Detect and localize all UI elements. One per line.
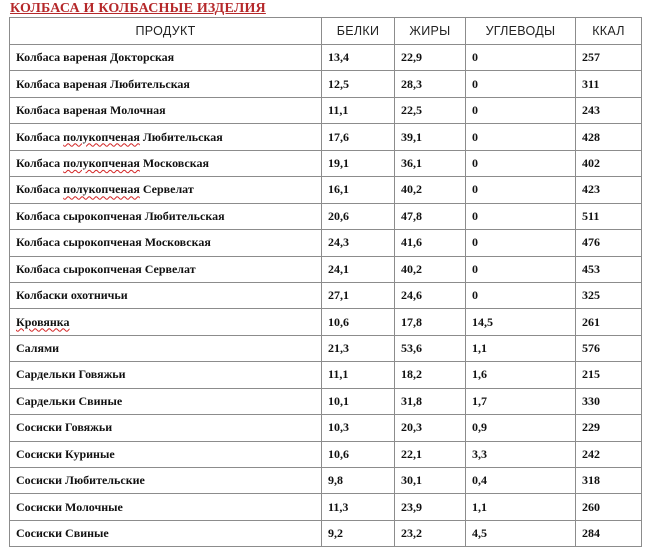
spellcheck-flagged-word: полукопченая xyxy=(63,182,140,197)
kcal-cell: 576 xyxy=(576,335,642,361)
kcal-cell: 318 xyxy=(576,468,642,494)
protein-cell: 10,6 xyxy=(322,441,395,467)
fat-cell: 40,2 xyxy=(395,177,466,203)
protein-cell: 11,3 xyxy=(322,494,395,520)
carbs-cell: 0 xyxy=(466,71,576,97)
fat-cell: 22,5 xyxy=(395,97,466,123)
product-name-cell: Колбаса вареная Докторская xyxy=(10,45,322,71)
product-name-part: Сервелат xyxy=(139,182,194,197)
table-row xyxy=(10,494,642,520)
protein-cell: 9,8 xyxy=(322,468,395,494)
carbs-cell: 1,1 xyxy=(466,335,576,361)
table-row xyxy=(10,230,642,256)
protein-cell: 10,1 xyxy=(322,388,395,414)
carbs-cell: 0 xyxy=(466,124,576,150)
column-header-product: ПРОДУКТ xyxy=(10,18,322,45)
product-name-cell: Колбаса сырокопченая Сервелат xyxy=(10,256,322,282)
carbs-cell: 1,6 xyxy=(466,362,576,388)
kcal-cell: 511 xyxy=(576,203,642,229)
carbs-cell: 0 xyxy=(466,177,576,203)
carbs-cell: 0 xyxy=(466,256,576,282)
carbs-cell: 1,1 xyxy=(466,494,576,520)
fat-cell: 47,8 xyxy=(395,203,466,229)
kcal-cell: 402 xyxy=(576,150,642,176)
kcal-cell: 476 xyxy=(576,230,642,256)
carbs-cell: 4,5 xyxy=(466,520,576,546)
protein-cell: 11,1 xyxy=(322,362,395,388)
carbs-cell: 0 xyxy=(466,150,576,176)
spellcheck-flagged-word: полукопченая xyxy=(63,155,140,170)
table-row xyxy=(10,282,642,308)
fat-cell: 22,9 xyxy=(395,45,466,71)
protein-cell: 24,1 xyxy=(322,256,395,282)
fat-cell: 53,6 xyxy=(395,335,466,361)
kcal-cell: 261 xyxy=(576,309,642,335)
table-row xyxy=(10,256,642,282)
fat-cell: 39,1 xyxy=(395,124,466,150)
product-name-part: Московская xyxy=(139,155,209,170)
fat-cell: 23,2 xyxy=(395,520,466,546)
table-row xyxy=(10,441,642,467)
column-header-protein: БЕЛКИ xyxy=(322,18,395,45)
product-name-part: Колбаса xyxy=(16,182,64,197)
product-name-part: Колбаса xyxy=(16,129,64,144)
fat-cell: 18,2 xyxy=(395,362,466,388)
table-row xyxy=(10,124,642,150)
product-name-cell xyxy=(10,309,322,335)
protein-cell: 24,3 xyxy=(322,230,395,256)
product-name-cell: Сосиски Говяжьи xyxy=(10,415,322,441)
fat-cell: 30,1 xyxy=(395,468,466,494)
column-header-carbs: УГЛЕВОДЫ xyxy=(466,18,576,45)
kcal-cell: 423 xyxy=(576,177,642,203)
product-name-cell xyxy=(10,150,322,176)
table-row xyxy=(10,415,642,441)
table-row xyxy=(10,309,642,335)
fat-cell: 20,3 xyxy=(395,415,466,441)
product-name-cell: Колбаса вареная Любительская xyxy=(10,71,322,97)
product-name-cell: Сосиски Куриные xyxy=(10,441,322,467)
carbs-cell: 0 xyxy=(466,97,576,123)
product-name-cell: Сосиски Свиные xyxy=(10,520,322,546)
table-header-row xyxy=(10,18,642,45)
table-row xyxy=(10,468,642,494)
table-row xyxy=(10,45,642,71)
product-name-cell: Колбаски охотничьи xyxy=(10,282,322,308)
protein-cell: 10,6 xyxy=(322,309,395,335)
fat-cell: 22,1 xyxy=(395,441,466,467)
kcal-cell: 311 xyxy=(576,71,642,97)
spellcheck-flagged-word: полукопченая xyxy=(63,129,140,144)
carbs-cell: 14,5 xyxy=(466,309,576,335)
product-name-part: Любительская xyxy=(139,129,223,144)
kcal-cell: 325 xyxy=(576,282,642,308)
fat-cell: 36,1 xyxy=(395,150,466,176)
protein-cell: 19,1 xyxy=(322,150,395,176)
kcal-cell: 243 xyxy=(576,97,642,123)
product-name-cell: Салями xyxy=(10,335,322,361)
product-name-cell: Колбаса сырокопченая Любительская xyxy=(10,203,322,229)
product-name-cell: Колбаса сырокопченая Московская xyxy=(10,230,322,256)
product-name-cell xyxy=(10,124,322,150)
fat-cell: 23,9 xyxy=(395,494,466,520)
protein-cell: 13,4 xyxy=(322,45,395,71)
table-row xyxy=(10,97,642,123)
kcal-cell: 260 xyxy=(576,494,642,520)
kcal-cell: 229 xyxy=(576,415,642,441)
carbs-cell: 1,7 xyxy=(466,388,576,414)
page-title: КОЛБАСА И КОЛБАСНЫЕ ИЗДЕЛИЯ xyxy=(10,1,266,16)
fat-cell: 40,2 xyxy=(395,256,466,282)
column-header-kcal: ККАЛ xyxy=(576,18,642,45)
fat-cell: 28,3 xyxy=(395,71,466,97)
carbs-cell: 0 xyxy=(466,282,576,308)
protein-cell: 9,2 xyxy=(322,520,395,546)
product-name-cell: Колбаса вареная Молочная xyxy=(10,97,322,123)
table-row xyxy=(10,520,642,546)
fat-cell: 31,8 xyxy=(395,388,466,414)
carbs-cell: 0 xyxy=(466,203,576,229)
kcal-cell: 215 xyxy=(576,362,642,388)
protein-cell: 20,6 xyxy=(322,203,395,229)
protein-cell: 11,1 xyxy=(322,97,395,123)
kcal-cell: 257 xyxy=(576,45,642,71)
protein-cell: 21,3 xyxy=(322,335,395,361)
kcal-cell: 453 xyxy=(576,256,642,282)
fat-cell: 17,8 xyxy=(395,309,466,335)
kcal-cell: 242 xyxy=(576,441,642,467)
table-row xyxy=(10,388,642,414)
table-row xyxy=(10,71,642,97)
table-row xyxy=(10,203,642,229)
kcal-cell: 330 xyxy=(576,388,642,414)
fat-cell: 41,6 xyxy=(395,230,466,256)
table-row xyxy=(10,177,642,203)
product-name-cell: Сардельки Говяжьи xyxy=(10,362,322,388)
protein-cell: 10,3 xyxy=(322,415,395,441)
spellcheck-flagged-word: Кровянка xyxy=(16,314,70,329)
fat-cell: 24,6 xyxy=(395,282,466,308)
product-name-cell: Сосиски Любительские xyxy=(10,468,322,494)
product-name-cell xyxy=(10,177,322,203)
column-header-fat: ЖИРЫ xyxy=(395,18,466,45)
carbs-cell: 0 xyxy=(466,45,576,71)
protein-cell: 12,5 xyxy=(322,71,395,97)
kcal-cell: 284 xyxy=(576,520,642,546)
protein-cell: 16,1 xyxy=(322,177,395,203)
nutrition-table xyxy=(9,17,642,547)
table-row xyxy=(10,150,642,176)
protein-cell: 17,6 xyxy=(322,124,395,150)
table-row xyxy=(10,335,642,361)
carbs-cell: 0 xyxy=(466,230,576,256)
product-name-cell: Сардельки Свиные xyxy=(10,388,322,414)
product-name-part: Колбаса xyxy=(16,155,64,170)
product-name-cell: Сосиски Молочные xyxy=(10,494,322,520)
carbs-cell: 0,9 xyxy=(466,415,576,441)
carbs-cell: 0,4 xyxy=(466,468,576,494)
kcal-cell: 428 xyxy=(576,124,642,150)
carbs-cell: 3,3 xyxy=(466,441,576,467)
protein-cell: 27,1 xyxy=(322,282,395,308)
table-row xyxy=(10,362,642,388)
